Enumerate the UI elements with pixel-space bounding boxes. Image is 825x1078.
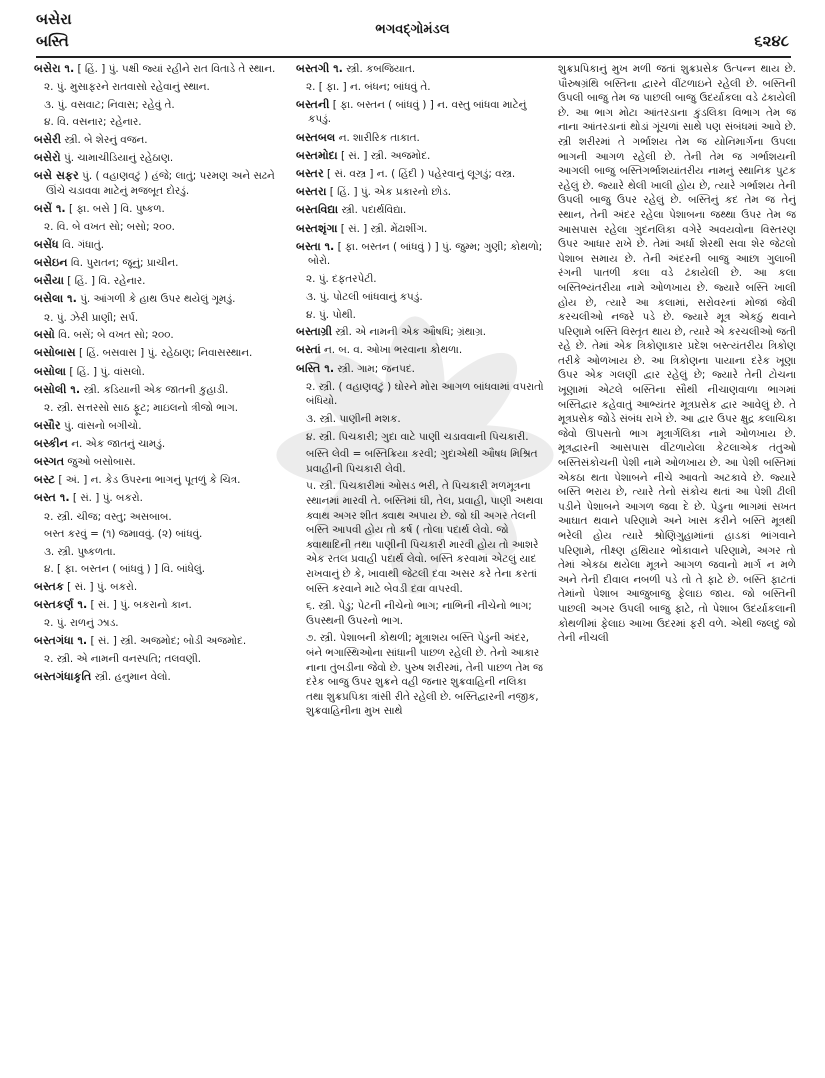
column-1 xyxy=(34,62,284,1070)
entry-sense: ૩. પું. વસવાટ; નિવાસ; રહેવું તે. xyxy=(44,98,175,111)
dictionary-entry xyxy=(34,346,284,361)
dictionary-entry xyxy=(34,328,284,343)
entry-sense: ૪. વિ. વસનાર; રહેનાર. xyxy=(44,116,142,129)
dictionary-entry xyxy=(34,580,284,595)
entry-sense: ૬. સ્ત્રી. પેડુ; પેટની નીચેનો ભાગ; નાભિની નીચેનો ભાગ; ઉપસ્થની ઉપરનો ભાગ. xyxy=(306,600,532,627)
entry-definition: સ્ત્રી. ગામ; જનપદ. xyxy=(337,362,415,375)
entry-sense: ૨. પું. મુસાફરને રાતવાસો રહેવાનું સ્થાન. xyxy=(44,81,210,94)
dictionary-entry xyxy=(34,598,284,613)
entry-sense: ૪. સ્ત્રી. પિચકારી; ગુદા વાટે પાણી ચડાવવાની પિચકારી. xyxy=(306,430,529,443)
entry-definition: [ ફા. બસ્તન ( બાંધવું ) ] પું. જુમ્મ; ગુણી; કોથળો; બોરો. xyxy=(308,240,543,268)
dictionary-entry xyxy=(296,185,546,200)
entry-headword: બસ્તગી ૧. xyxy=(296,62,343,75)
dictionary-entry xyxy=(296,149,546,164)
entry-paragraph: બસ્તિ લેવી = બસ્તિક્રિયા કરવી; ગુદાએથી ઔષધ મિશ્રિત પ્રવાહીની પિચકારી લેવી. xyxy=(306,448,538,475)
entry-sense: ૨. સ્ત્રી. એ નામની વનસ્પતિ; તલવણી. xyxy=(44,653,202,666)
entry-headword: બસો xyxy=(34,328,55,342)
entry-headword: બસ્તકર્ણ ૧. xyxy=(34,598,88,612)
entry-definition: [ ફા. બસ્તન ( બાંધવું ) ] ન. વસ્તુ બાંધવા માટેનું કપડું. xyxy=(308,98,527,126)
entry-headword: બસેરા ૧. xyxy=(34,62,75,75)
entry-definition: ન. શારીરિક તાકાત. xyxy=(338,131,420,144)
entry-sense: ૨. સ્ત્રી. ( વહાણવટું ) ઘોરને મોરા આગળ બાંધવામાં વપરાતો બંધિયો. xyxy=(306,380,544,408)
entry-definition: [ સં. ] પું. બકરાનો કાન. xyxy=(90,599,192,612)
column-2 xyxy=(296,62,546,1070)
entry-headword: બસે સફર xyxy=(34,169,79,183)
entry-headword: બસ્ટ xyxy=(34,473,56,487)
dictionary-entry xyxy=(296,222,546,237)
entry-sense: બસ્ત કરવું = (૧) જમાવવું. (૨) બાંધવું. xyxy=(44,528,203,541)
dictionary-entry xyxy=(34,202,284,217)
entry-sense: ૨. સ્ત્રી. ચીજ; વસ્તુ; અસબાબ. xyxy=(44,510,172,523)
dictionary-entry xyxy=(34,151,284,166)
entry-sense: ૨. પું. દફતરપેટી. xyxy=(306,273,377,286)
entry-sense: ૨. વિ. બે વખત સો; બસો; ૨૦૦. xyxy=(44,221,175,234)
dictionary-columns xyxy=(34,62,796,1070)
entry-paragraph: શુક્રપ્રપિકાનું મુખ મળી જતાં શુક્રપ્રસેક ઉત્પન્ન થાય છે. પૌરુષગ્રંથિ બસ્તિના દ્વારને વીંટળાઇને રહેલી છે. બસ્તિની ઉપલી બાજુ તેમ જ પાછલી બાજુ ઉદર્યાકલા વડે ઢંકાયેલી છે. આ ભાગ મોટા આંતરડાના કુંડલિકા વિભાગ તેમ જ નાના આંતરડાનાં થોડાં ગૂંચળાં સાથે પણ સંબંધમાં આવે છે. સ્ત્રી શરીરમાં તે ગર્ભાશય તેમ જ યોનિમાર્ગના ઉપલા ભાગની આગળ રહેલી છે. તેની તેમ જ ગર્ભાશયની આગલી બાજુ બસ્તિગર્ભાશયાંતરીય નામનું સ્થાનિક પુટક રહેલું છે. જ્યારે થેલી ખાલી હોય છે, ત્યારે ગર્ભાશય તેની ઉપલી બાજુ ઉપર રહેલું છે. બસ્તિનું કદ તેમ જ તેનું સ્થાન, તેની અંદર રહેલા પેશાબના જથ્થા ઉપર તેમ જ આસપાસ રહેલા ગુદનલિકા વગેરે અવયવોના વિસ્તરણ ઉપર આધાર રાખે છે. તેમાં અર્ધા શેરથી સવા શેર જેટલો પેશાબ સમાય છે. તેની અંદરની બાજુ આછા ગુલાબી રંગની પાતળી કલા વડે ઢંકાયેલી છે. આ કલા બસ્તિભ્યંતરીયા નામે ઓળખાય છે. જ્યારે બસ્તિ ખાલી હોય છે, ત્યારે આ કલામાં, સરોવરનાં મોજાં જેવી કરચલીઓ નજરે પડે છે. જ્યારે મૂત્ર એકઠું થવાને પરિણામે બસ્તિ વિસ્તૃત થાય છે, ત્યારે એ કરચલીઓ જતી રહે છે. તેમાં એક ત્રિકોણાકાર પ્રદેશ બસ્ત્યંતરીય ત્રિકોણ તરીકે ઓળખાય છે. આ ત્રિકોણના પાયાના દરેક ખૂણા ઉપર એક ગલણી દ્વાર રહેલું છે; જ્યારે તેની ટોચના ખૂણામાં એટલે બસ્તિના સૌથી નીચાણવાળા ભાગમાં બસ્તિદ્વાર કહેવાતું આભ્યંતર મૂત્રપ્રસેક દ્વાર આવેલું છે. તે મૂત્રપ્રસેક જોડે સંબંધ રાખે છે. આ દ્વાર ઉપર ક્ષુદ્ર કલાચિકા જેવો ઊપસતો ભાગ મૂત્રાર્ગલિકા નામે ઓળખાય છે. મૂત્રદ્વારની આસપાસ વીંટળાયેલા કેટલાએક તંતુઓ બસ્તિસંકોચની પેશી નામે ઓળખાય છે. આ પેશી બસ્તિમાં એકઠા થતા પેશાબને નીચે આવતો અટકાવે છે. જ્યારે બસ્તિ ભરાય છે, ત્યારે તેનો સંકોચ થતાં આ પેશી ઢીલી પડીને પેશાબને આગળ જવા દે છે. પેડુના ભાગમાં સખત આઘાત થવાને પરિણામે અને ખાસ કરીને બસ્તિ મૂત્રથી ભરેલી હોય ત્યારે શ્રોણિગુહામાંનાં હાડકાં ભાંગવાને પરિણામે, તીક્ષ્ણ હથિયાર ભોંકાવાને પરિણામે, અગર તો તેમાં એકઠા થયેલા મૂત્રને આગળ જવાનો માર્ગ ન મળે અને તેની દીવાલ નબળી પડે તો તે ફાટે છે. બસ્તિ ફાટતાં તેમાંનો પેશાબ આજુબાજુ ફેલાઇ જાય. જો બસ્તિની પાછલી અગર ઉપલી બાજુ ફાટે, તો પેશાબ ઉદર્યાકલાની કોથળીમાં ફેલાઇ આખા ઉદરમાં ફરી વળે. એથી જલદું જો તેની નીચલી xyxy=(558,63,796,645)
entry-sense: ૨. પું. રાળનું ઝાડ. xyxy=(44,617,119,630)
entry-definition: વિ. ગંધાતું. xyxy=(62,238,105,251)
entry-headword: બસ્તગંધા ૧. xyxy=(34,633,88,647)
dictionary-entry xyxy=(296,98,546,127)
entry-sense: ૫. સ્ત્રી. પિચકારીમાં ઓસડ ભરી, તે પિચકારી મળમૂત્રના સ્થાનમાં મારવી તે. બસ્તિમાં ઘી, તેલ, પ્રવાહી, પાણી અથવા ક્વાથ અગર શીત ક્વાથ અપાય છે. જો ઘી અગર તેલની બસ્તિ આપવી હોય તો કર્ષ ( તોલા પદાર્થ લેવો. જો ક્વાથાદિની તથા પાણીની પિચકારી મારવી હોય તો આશરે એક રતલ પ્રવાહી પદાર્થ લેવો. બસ્તિ કરવામાં એટલું યાદ રાખવાનું છે કે, ખાવાથી જેટલી દવા અસર કરે તેના કરતાં બસ્તિ કરવાને માટે બેવડી દવા વાપરવી. xyxy=(306,480,544,595)
dictionary-entry xyxy=(34,274,284,289)
entry-headword: બસ્તની xyxy=(296,97,330,111)
entry-definition: [ સં. ] સ્ત્રી. અજમોદ. xyxy=(340,149,431,162)
entry-headword: બસ્તક xyxy=(34,579,64,593)
entry-definition: સ્ત્રી. હનુમાન વેલો. xyxy=(94,670,171,683)
entry-definition: પું. આંગળી કે હાથ ઉપર થયેલું ગૂમડું. xyxy=(80,293,236,306)
entry-definition: જુઓ બસોબાસ. xyxy=(67,455,136,468)
dictionary-entry xyxy=(34,133,284,148)
dictionary-entry xyxy=(34,634,284,649)
entry-headword: બસેઇન xyxy=(34,256,68,270)
dictionary-entry xyxy=(34,256,284,271)
entry-headword: બસ્તમોદા xyxy=(296,148,338,162)
entry-headword: બસોબાસ xyxy=(34,346,76,360)
entry-definition: [ સં. ] પું. બકરો. xyxy=(67,580,138,593)
dictionary-entry xyxy=(34,455,284,470)
dictionary-entry xyxy=(296,325,546,340)
entry-headword: બસૌર xyxy=(34,418,61,432)
entry-headword: બસેં ૧. xyxy=(34,202,66,216)
entry-definition: [ હિં. ] પું. પક્ષી જ્યાં રહીને રાત વિતાડે તે સ્થાન. xyxy=(77,63,276,75)
entry-definition: [ ફા. બસે ] વિ. પુષ્કળ. xyxy=(69,203,165,216)
entry-headword: બસેંધ xyxy=(34,237,59,251)
entry-sense: ૩. પું. પોટલી બાંધવાનું કપડું. xyxy=(306,291,423,304)
entry-sense: ૭. સ્ત્રી. પેશાબની કોથળી; મૂત્રાશય બસ્તિ પેડુની અંદર, બંને ભગાસ્થિઓના સાંધાની પાછળ રહેલી છે. તેનો આકાર નાના તુંબડીના જેવો છે. પુરુષ શરીરમાં, તેની પાછળ તેમ જ દરેક બાજુ ઉપર શુક્રને વહી જનાર શુક્રવાહિની નલિકા તથા શુક્રપ્રપિકા ત્રાંસી રીતે રહેલી છે. બસ્તિદ્વારની નજીક, શુક્રવાહિનીના મુખ સાથે xyxy=(306,632,543,718)
guide-word-last: બસ્તિ xyxy=(36,32,69,50)
dictionary-entry xyxy=(34,169,284,198)
entry-headword: બસ્તબલ xyxy=(296,130,336,144)
entry-headword: બસ્ગત xyxy=(34,454,65,468)
dictionary-entry xyxy=(34,292,284,307)
entry-sense: ૩. સ્ત્રી. પુષ્કળતા. xyxy=(44,545,116,558)
entry-headword: બસ્તાં xyxy=(296,343,321,357)
entry-headword: બસ્તગંધાકૃતિ xyxy=(34,669,92,683)
entry-sense: ૨. સ્ત્રી. સત્તરસો સાઠ ફૂટ; માઇલનો ત્રીજો ભાગ. xyxy=(44,402,239,414)
entry-headword: બસ્ત ૧. xyxy=(34,491,70,505)
entry-sense: ૨. [ ફા. ] ન. બંધન; બાંધવું તે. xyxy=(306,81,431,94)
page-header xyxy=(0,0,825,60)
entry-definition: સ્ત્રી. એ નામની એક ઔષધિ; ગ્રંથાગ્ર. xyxy=(335,326,487,339)
dictionary-entry xyxy=(34,383,284,398)
entry-sense: ૪. [ ફા. બસ્તન ( બાંધવું ) ] વિ. બાંધેલું. xyxy=(44,563,206,576)
dictionary-entry xyxy=(296,131,546,146)
entry-definition: [ સં. વસ્ત્ર ] ન. ( હિંદી ) પહેરવાનું લૂગડું; વસ્ત્ર. xyxy=(327,167,516,180)
entry-definition: સ્ત્રી. બે શેરનું વજન. xyxy=(64,133,148,146)
entry-definition: [ સં. ] સ્ત્રી. અજમોદ; બોડી અજમોદ. xyxy=(90,634,247,647)
dictionary-entry xyxy=(34,62,284,77)
running-title: ભગવદ્ગોમંડલ xyxy=(375,22,450,37)
entry-definition: [ હિં. ] પું. વાંસલો. xyxy=(69,365,145,378)
entry-sense: ૪. પું. પોથી. xyxy=(306,308,356,321)
dictionary-entry xyxy=(34,365,284,380)
entry-headword: બસ્તાગ્રી xyxy=(296,325,333,339)
dictionary-entry xyxy=(34,419,284,434)
entry-definition: વિ. બસેં; બે વખત સો; ૨૦૦. xyxy=(58,329,174,342)
entry-headword: બસેલા ૧. xyxy=(34,292,77,306)
entry-definition: [ હિં. ] પું. એક પ્રકારનો છોડ. xyxy=(329,186,452,199)
dictionary-entry xyxy=(296,240,546,269)
entry-definition: [ હિં. ] વિ. રહેનાર. xyxy=(67,275,146,288)
column-3 xyxy=(558,62,796,1070)
entry-headword: બસોલી ૧. xyxy=(34,382,81,396)
dictionary-entry xyxy=(34,437,284,452)
entry-sense: ૩. સ્ત્રી. પાણીની મશક. xyxy=(306,413,401,425)
dictionary-entry xyxy=(34,670,284,685)
page-number: ૬૨૪૮ xyxy=(754,32,789,50)
entry-definition: સ્ત્રી. કડિયાની એક જાતની કુહાડી. xyxy=(83,383,229,396)
entry-headword: બસેરો xyxy=(34,151,61,165)
entry-definition: પું. વાંસનો બગીચો. xyxy=(64,419,142,432)
dictionary-entry xyxy=(34,238,284,253)
entry-definition: સ્ત્રી. પદાર્થવિદ્યા. xyxy=(341,204,407,217)
entry-headword: બસ્તર xyxy=(296,166,324,180)
entry-definition: [ સં. ] સ્ત્રી. મેંઢાશીંગ. xyxy=(340,222,428,235)
entry-definition: [ હિં. બસવાસ ] પું. રહેઠાણ; નિવાસસ્થાન. xyxy=(78,347,253,360)
dictionary-entry xyxy=(296,167,546,182)
dictionary-entry xyxy=(34,473,284,488)
dictionary-entry xyxy=(296,343,546,358)
dictionary-entry xyxy=(296,62,546,77)
entry-definition: વિ. પુરાતન; જૂનું; પ્રાચીન. xyxy=(70,257,179,270)
dictionary-entry xyxy=(296,362,546,377)
entry-headword: બસોલા xyxy=(34,364,67,378)
entry-definition: પું. ચામાચીડિયાનું રહેઠાણ. xyxy=(63,152,174,165)
entry-definition: [ સં. ] પું. બકરો. xyxy=(72,492,143,505)
entry-headword: બસ્તવિદ્યા xyxy=(296,203,339,217)
header-rule xyxy=(36,56,791,58)
entry-headword: બસ્તરા xyxy=(296,185,327,199)
entry-headword: બસ્તિ ૧. xyxy=(296,361,335,375)
entry-sense: ૨. પું. ઝેરી પ્રાણી; સર્પ. xyxy=(44,311,139,324)
entry-headword: બસ્કીન xyxy=(34,436,68,450)
entry-definition: પું. ( વહાણવટું ) હંજે; લાતું; પરમણ અને સઢને ઊંચે ચડાવવા માટેનું મજબૂત દોરડું. xyxy=(46,170,275,197)
dictionary-entry xyxy=(296,203,546,218)
entry-definition: ન. બ. વ. ઓખા ભરવાના કોથળા. xyxy=(324,344,463,357)
guide-word-first: બસેરા xyxy=(36,10,72,28)
entry-headword: બસેરી xyxy=(34,132,62,146)
entry-definition: ન. એક જાતનું ચામડું. xyxy=(71,437,166,450)
entry-definition: [ અં. ] ન. કેડ ઉપરના ભાગનું પૂતળું કે ચિત્ર. xyxy=(58,474,241,487)
entry-definition: સ્ત્રી. કબજિયાત. xyxy=(346,63,416,75)
entry-headword: બસ્તા ૧. xyxy=(296,239,335,253)
dictionary-entry xyxy=(34,491,284,506)
entry-headword: બસ્તશૃંગા xyxy=(296,221,338,235)
entry-headword: બસૈયા xyxy=(34,274,64,288)
